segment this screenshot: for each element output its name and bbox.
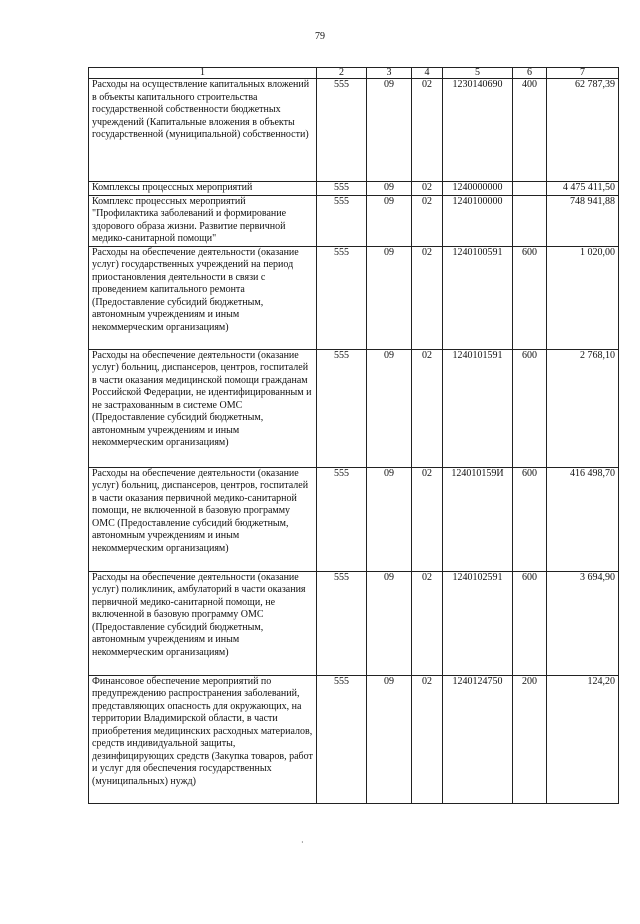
row-name: Финансовое обеспечение мероприятий по предупреждению распространения заболеваний, представляющих опасность для окружающих, на территории Владимирской области, в части приобретения медицинских расходных материалов, средств индивидуальной защиты, дезинфицирующих средств (Закупка товаров, работ и услуг для обеспечения государственных (муниципальных) нужд)	[89, 675, 317, 803]
row-expense-type: 600	[513, 571, 547, 675]
row-ministry: 555	[317, 349, 367, 467]
row-target: 1240100000	[443, 195, 513, 246]
row-ministry: 555	[317, 467, 367, 571]
row-amount: 748 941,88	[547, 195, 619, 246]
table-row	[89, 79, 619, 182]
row-ministry: 555	[317, 195, 367, 246]
row-target: 1240101591	[443, 349, 513, 467]
row-section: 09	[367, 467, 412, 571]
row-target: 124010159И	[443, 467, 513, 571]
row-subsection: 02	[412, 675, 443, 803]
row-name: Комплексы процессных мероприятий	[89, 182, 317, 196]
table-row	[89, 467, 619, 571]
row-amount: 1 020,00	[547, 246, 619, 349]
row-ministry: 555	[317, 79, 367, 182]
column-header: 4	[412, 68, 443, 79]
row-amount: 3 694,90	[547, 571, 619, 675]
row-expense-type	[513, 182, 547, 196]
table-row	[89, 182, 619, 196]
row-expense-type: 200	[513, 675, 547, 803]
table-row	[89, 246, 619, 349]
table-row	[89, 571, 619, 675]
row-subsection: 02	[412, 182, 443, 196]
row-subsection: 02	[412, 195, 443, 246]
row-expense-type: 400	[513, 79, 547, 182]
row-subsection: 02	[412, 467, 443, 571]
column-header: 3	[367, 68, 412, 79]
row-section: 09	[367, 571, 412, 675]
row-expense-type: 600	[513, 246, 547, 349]
row-name: Расходы на обеспечение деятельности (оказание услуг) государственных учреждений на период приостановления деятельности в связи с проведением капитального ремонта (Предоставление субсидий бюджетным, автономным учреждениям и иным некоммерческим организациям)	[89, 246, 317, 349]
row-target: 1240100591	[443, 246, 513, 349]
table-header-row	[89, 68, 619, 79]
row-section: 09	[367, 675, 412, 803]
row-section: 09	[367, 182, 412, 196]
row-amount: 62 787,39	[547, 79, 619, 182]
row-name: Расходы на обеспечение деятельности (оказание услуг) поликлиник, амбулаторий в части оказания первичной медико-санитарной помощи, не включенной в базовую программу ОМС (Предоставление субсидий бюджетным, автономным учреждениям и иным некоммерческим организациям)	[89, 571, 317, 675]
row-subsection: 02	[412, 349, 443, 467]
row-expense-type: 600	[513, 349, 547, 467]
row-section: 09	[367, 246, 412, 349]
row-name: Расходы на обеспечение деятельности (оказание услуг) больниц, диспансеров, центров, госпиталей в части оказания первичной медико-санитарной помощи, не включенной в базовую программу ОМС (Предоставление субсидий бюджетным, автономным учреждениям и иным некоммерческим организациям)	[89, 467, 317, 571]
row-target: 1240124750	[443, 675, 513, 803]
row-amount: 124,20	[547, 675, 619, 803]
row-ministry: 555	[317, 246, 367, 349]
row-ministry: 555	[317, 571, 367, 675]
row-section: 09	[367, 195, 412, 246]
row-expense-type	[513, 195, 547, 246]
column-header: 6	[513, 68, 547, 79]
row-section: 09	[367, 79, 412, 182]
row-name: Расходы на обеспечение деятельности (оказание услуг) больниц, диспансеров, центров, госпиталей в части оказания медицинской помощи гражданам Российской Федерации, не идентифицированным и не застрахованным в системе ОМС (Предоставление субсидий бюджетным, автономным учреждениям и иным некоммерческим организациям)	[89, 349, 317, 467]
scan-mark: ·	[301, 838, 304, 847]
row-name: Расходы на осуществление капитальных вложений в объекты капитального строительства государственной собственности бюджетных учреждений (Капитальные вложения в объекты государственной (муниципальной) собственности)	[89, 79, 317, 182]
row-amount: 4 475 411,50	[547, 182, 619, 196]
row-name: Комплекс процессных мероприятий "Профилактика заболеваний и формирование здорового образа жизни. Развитие первичной медико-санитарной помощи"	[89, 195, 317, 246]
page-number: 79	[315, 31, 325, 42]
column-header: 1	[89, 68, 317, 79]
budget-table	[88, 67, 619, 804]
column-header: 7	[547, 68, 619, 79]
row-target: 1230140690	[443, 79, 513, 182]
row-subsection: 02	[412, 246, 443, 349]
row-subsection: 02	[412, 79, 443, 182]
row-ministry: 555	[317, 675, 367, 803]
row-amount: 416 498,70	[547, 467, 619, 571]
column-header: 2	[317, 68, 367, 79]
row-section: 09	[367, 349, 412, 467]
table-row	[89, 195, 619, 246]
row-subsection: 02	[412, 571, 443, 675]
row-expense-type: 600	[513, 467, 547, 571]
row-target: 1240000000	[443, 182, 513, 196]
column-header: 5	[443, 68, 513, 79]
row-target: 1240102591	[443, 571, 513, 675]
table-row	[89, 675, 619, 803]
row-ministry: 555	[317, 182, 367, 196]
table-row	[89, 349, 619, 467]
row-amount: 2 768,10	[547, 349, 619, 467]
